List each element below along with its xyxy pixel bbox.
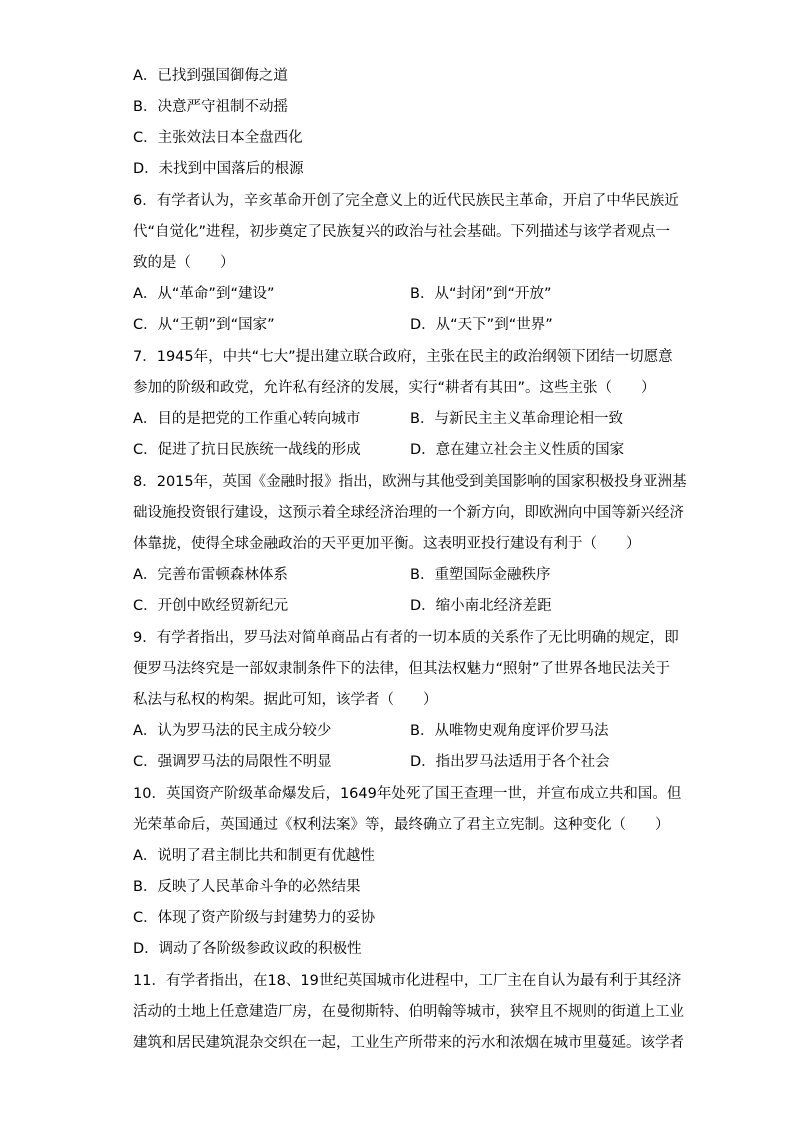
- q9-option-a: A．认为罗马法的民主成分较少: [133, 723, 332, 739]
- q6-option-a: A．从“革命”到“建设”: [133, 286, 275, 302]
- q8-option-c: C．开创中欧经贸新纪元: [133, 598, 289, 614]
- q7-option-c: C．促进了抗日民族统一战线的形成: [133, 442, 361, 458]
- q8-option-a: A．完善布雷顿森林体系: [133, 567, 288, 583]
- q10-option-d: D．调动了各阶级参政议政的积极性: [133, 941, 362, 957]
- q8-option-d: D．缩小南北经济差距: [410, 598, 552, 614]
- q11-stem-line-2: 活动的土地上任意建造厂房，在曼彻斯特、伯明翰等城市，狭窄且不规则的街道上工业: [133, 1004, 684, 1020]
- q6-option-b: B．从“封闭”到“开放”: [410, 286, 552, 302]
- q5-option-a: A．已找到强国御侮之道: [133, 68, 288, 84]
- q5-option-c: C．主张效法日本全盘西化: [133, 130, 303, 146]
- q11-stem-line-3: 建筑和居民建筑混杂交织在一起，工业生产所带来的污水和浓烟在城市里蔓延。该学者: [133, 1035, 684, 1051]
- q7-option-b: B．与新民主主义革命理论相一致: [410, 411, 623, 427]
- q9-option-b: B．从唯物史观角度评价罗马法: [410, 723, 609, 739]
- q10-option-b: B．反映了人民革命斗争的必然结果: [133, 879, 361, 895]
- q10-option-a: A．说明了君主制比共和制更有优越性: [133, 848, 375, 864]
- q9-stem-line-3: 私法与私权的构架。据此可知，该学者（ ）: [133, 692, 438, 708]
- q6-stem-line-1: 6．有学者认为，辛亥革命开创了完全意义上的近代民族民主革命，开启了中华民族近: [133, 193, 679, 209]
- q7-option-a: A．目的是把党的工作重心转向城市: [133, 411, 361, 427]
- q7-option-d: D．意在建立社会主义性质的国家: [410, 442, 625, 458]
- q6-stem-line-3: 致的是（ ）: [133, 255, 235, 271]
- q5-option-b: B．决意严守祖制不动摇: [133, 99, 288, 115]
- q6-stem-line-2: 代“自觉化”进程，初步奠定了民族复兴的政治与社会基础。下列描述与该学者观点一: [133, 224, 671, 240]
- q9-stem-line-2: 便罗马法终究是一部奴隶制条件下的法律，但其法权魅力“照射”了世界各地民法关于: [133, 661, 671, 677]
- q10-stem-line-2: 光荣革命后，英国通过《权利法案》等，最终确立了君主立宪制。这种变化（ ）: [133, 817, 670, 833]
- q7-stem-line-2: 参加的阶级和政党，允许私有经济的发展，实行“耕者有其田”。这些主张（ ）: [133, 380, 656, 396]
- q8-option-b: B．重塑国际金融秩序: [410, 567, 551, 583]
- q10-option-c: C．体现了资产阶级与封建势力的妥协: [133, 910, 376, 926]
- q10-stem-line-1: 10．英国资产阶级革命爆发后，1649年处死了国王查理一世，并宣布成立共和国。但: [133, 786, 682, 802]
- q9-option-d: D．指出罗马法适用于各个社会: [410, 754, 610, 770]
- q6-option-d: D．从“天下”到“世界”: [410, 317, 553, 333]
- q9-stem-line-1: 9．有学者指出，罗马法对简单商品占有者的一切本质的关系作了无比明确的规定，即: [133, 630, 679, 646]
- q6-option-c: C．从“王朝”到“国家”: [133, 317, 275, 333]
- q11-stem-line-1: 11．有学者指出，在18、19世纪英国城市化进程中，工厂主在自认为最有利于其经济: [133, 973, 682, 989]
- q7-stem-line-1: 7．1945年，中共“七大”提出建立联合政府，主张在民主的政治纲领下团结一切愿意: [133, 349, 673, 365]
- q8-stem-line-1: 8．2015年，英国《金融时报》指出，欧洲与其他受到美国影响的国家积极投身亚洲基: [133, 474, 687, 490]
- q9-option-c: C．强调罗马法的局限性不明显: [133, 754, 332, 770]
- q8-stem-line-3: 体靠拢，使得全球金融政治的天平更加平衡。这表明亚投行建设有利于（ ）: [133, 536, 641, 552]
- q5-option-d: D．未找到中国落后的根源: [133, 161, 304, 177]
- q8-stem-line-2: 础设施投资银行建设，这预示着全球经济治理的一个新方向，即欧洲向中国等新兴经济: [133, 505, 684, 521]
